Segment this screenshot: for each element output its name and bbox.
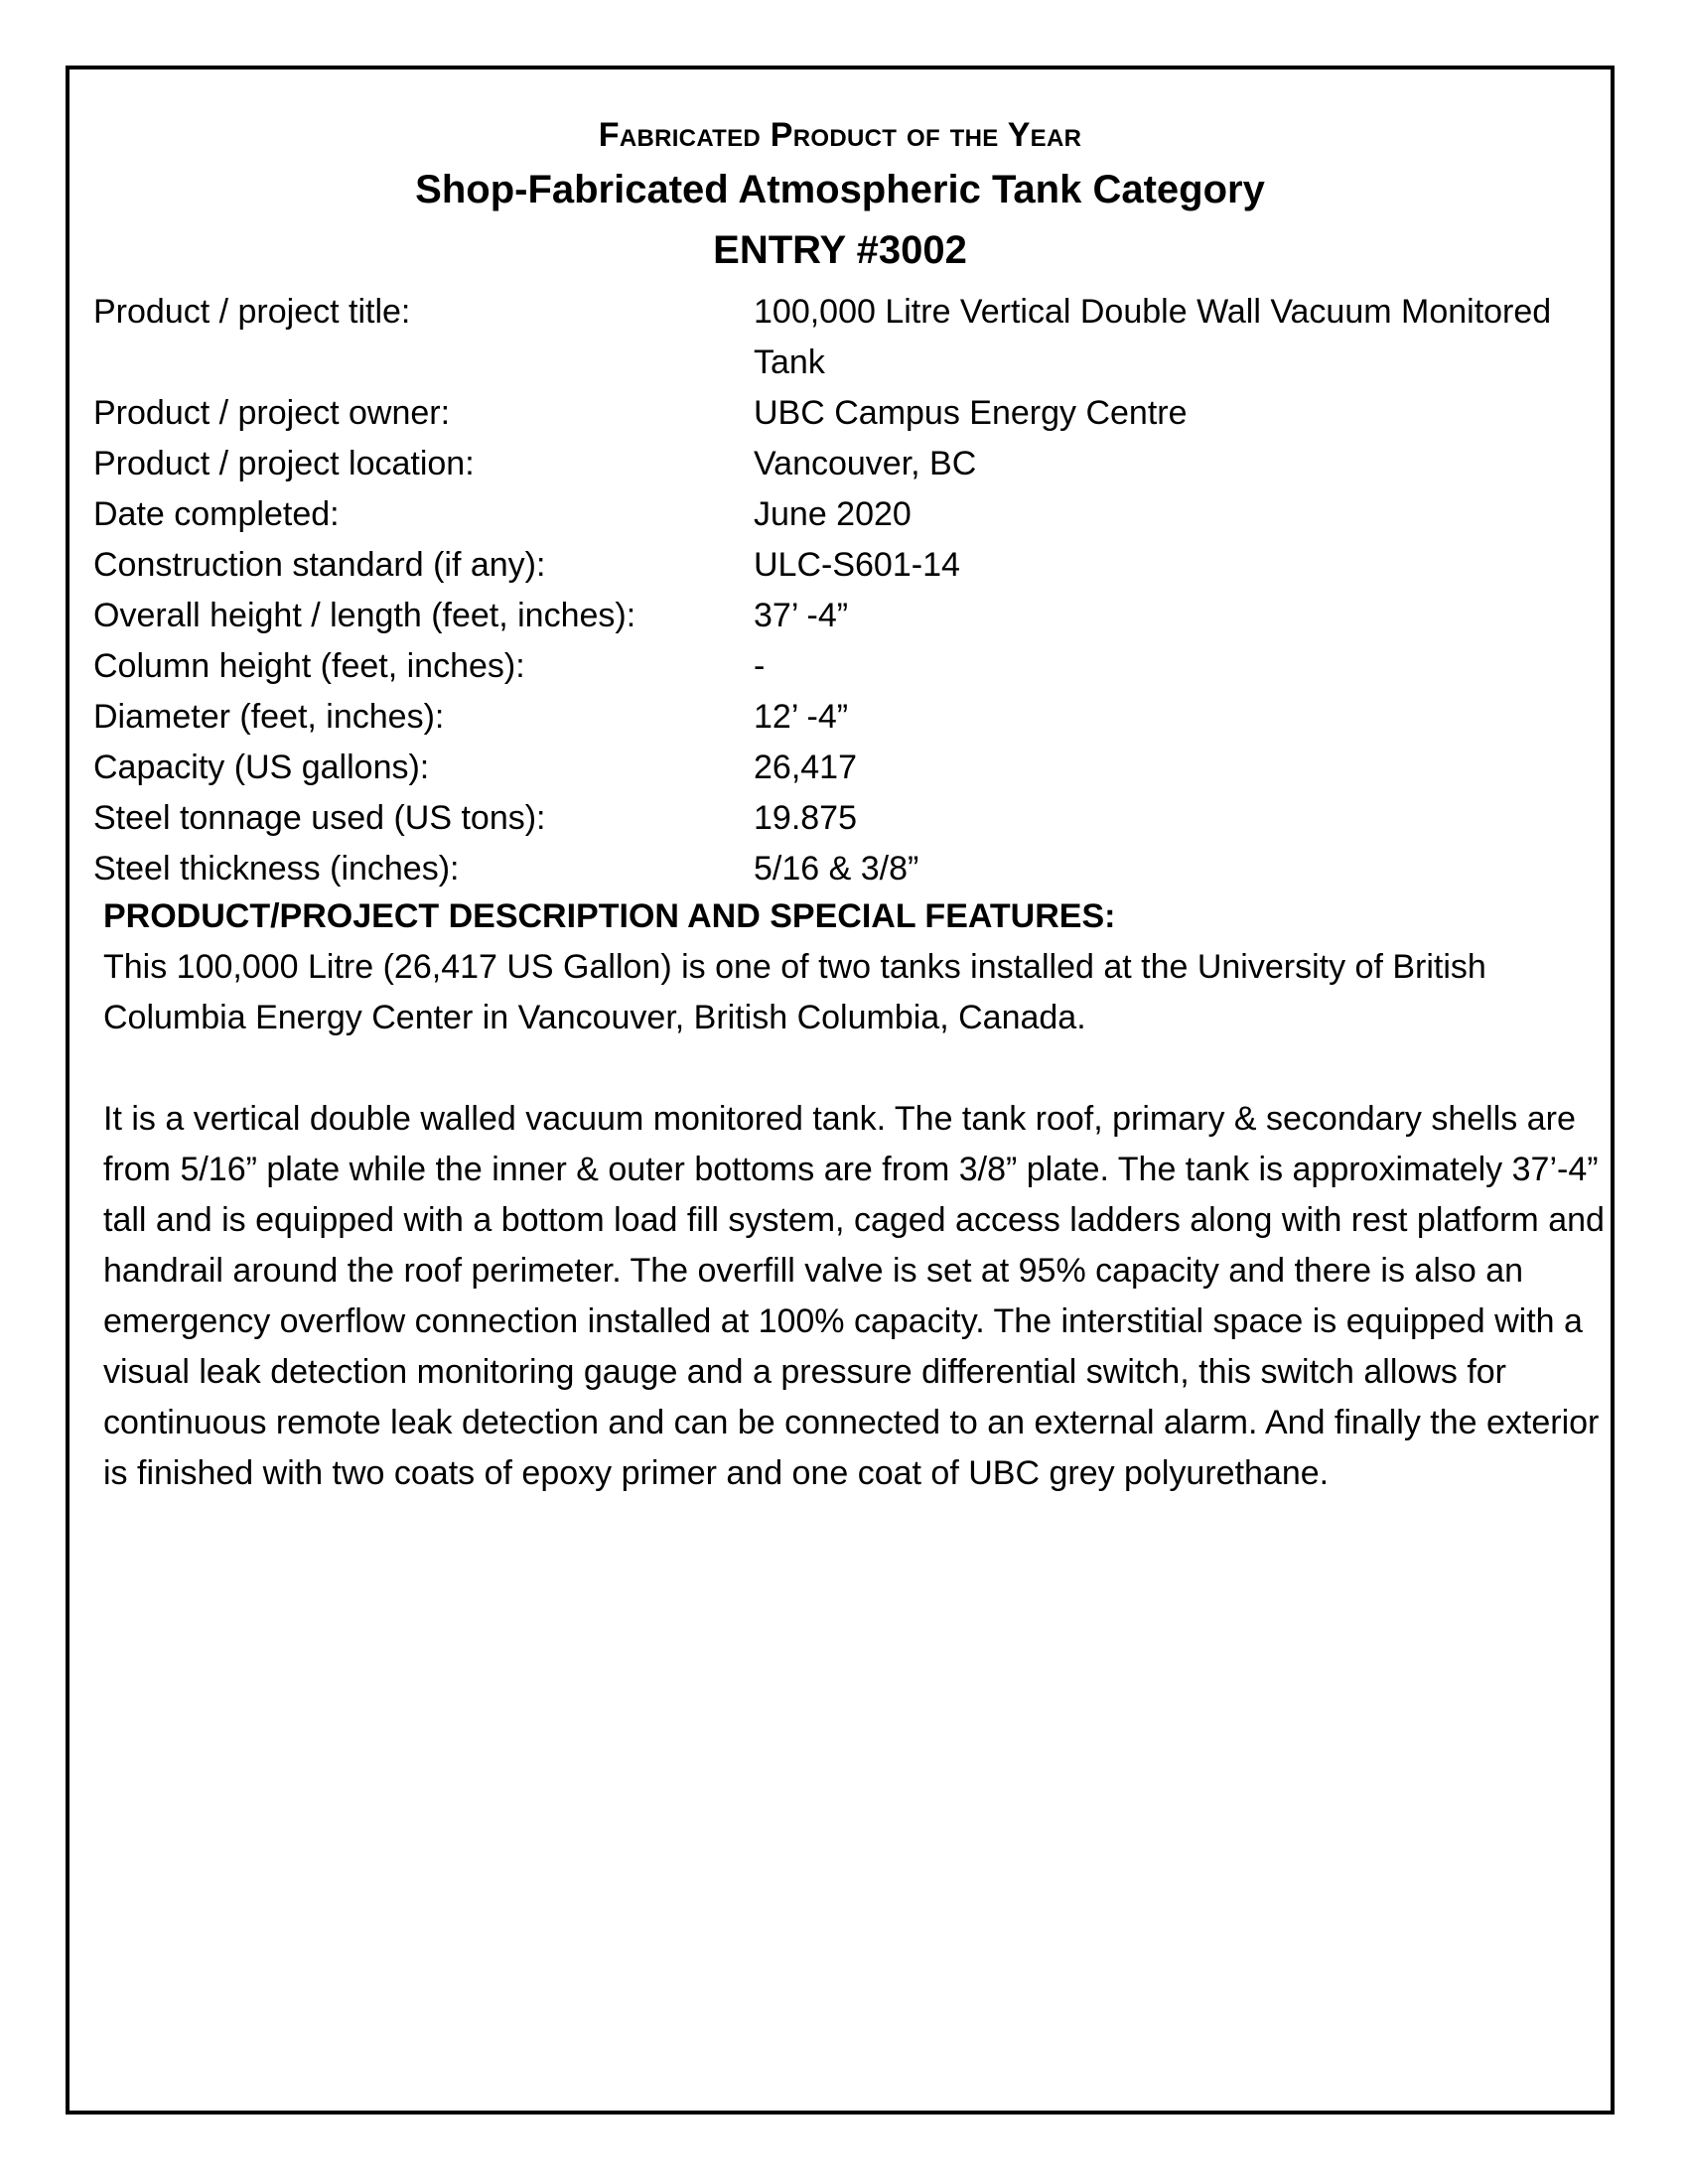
spec-label: Date completed: <box>93 495 340 533</box>
spec-value: 5/16 & 3/8” <box>754 850 919 887</box>
spec-label: Capacity (US gallons): <box>93 749 430 786</box>
spec-value: ULC-S601-14 <box>754 546 960 584</box>
spec-row-title <box>93 287 1573 388</box>
spec-row-tonnage <box>93 793 1573 844</box>
spec-label: Product / project location: <box>93 445 475 482</box>
spec-value: UBC Campus Energy Centre <box>754 394 1188 432</box>
spec-row-standard <box>93 540 1573 591</box>
spec-value: June 2020 <box>754 495 912 533</box>
spec-label: Product / project title: <box>93 293 411 331</box>
description-paragraph: This 100,000 Litre (26,417 US Gallon) is one of two tanks installed at the University of British Columbia Energy Center in Vancouver, British Columbia, Canada. <box>103 948 1486 1036</box>
spec-row-location <box>93 439 1573 489</box>
spec-label: Diameter (feet, inches): <box>93 698 445 736</box>
spec-row-diameter <box>93 692 1573 743</box>
spec-label: Steel tonnage used (US tons): <box>93 799 546 837</box>
document-category: Shop-Fabricated Atmospheric Tank Category <box>415 168 1265 211</box>
spec-row-thickness <box>93 844 1573 894</box>
spec-row-column-height <box>93 641 1573 692</box>
spec-label: Column height (feet, inches): <box>93 647 525 685</box>
description-heading: PRODUCT/PROJECT DESCRIPTION AND SPECIAL FEATURES: <box>103 897 1116 935</box>
spec-value: 100,000 Litre Vertical Double Wall Vacuum Monitored Tank <box>754 293 1552 381</box>
entry-number: ENTRY #3002 <box>713 228 967 272</box>
document-title: Fabricated Product of the Year <box>598 116 1082 154</box>
spec-row-owner <box>93 388 1573 439</box>
spec-value: 26,417 <box>754 749 857 786</box>
spec-label: Construction standard (if any): <box>93 546 546 584</box>
page-border-frame <box>66 66 1615 2115</box>
spec-value: - <box>754 647 766 685</box>
spec-value: 12’ -4” <box>754 698 849 736</box>
spec-row-date <box>93 489 1573 540</box>
spec-value: 19.875 <box>754 799 857 837</box>
spec-label: Overall height / length (feet, inches): <box>93 597 636 634</box>
spec-table <box>93 287 1573 894</box>
spec-row-overall-height <box>93 591 1573 641</box>
description-paragraph: It is a vertical double walled vacuum monitored tank. The tank roof, primary & secondary shells are from 5/16” plate while the inner & outer bottoms are from 3/8” plate. The tank is approximately 37’-4” tall and is equipped with a bottom load fill system, caged access ladders along with rest platform and handrail around the roof perimeter. The overfill valve is set at 95% capacity and there is also an emergency overflow connection installed at 100% capacity. The interstitial space is equipped with a visual leak detection monitoring gauge and a pressure differential switch, this switch allows for continuous remote leak detection and can be connected to an external alarm. And finally the exterior is finished with two coats of epoxy primer and one coat of UBC grey polyurethane. <box>103 1100 1605 1492</box>
spec-label: Product / project owner: <box>93 394 451 432</box>
spec-label: Steel thickness (inches): <box>93 850 460 887</box>
spec-value: 37’ -4” <box>754 597 849 634</box>
spec-row-capacity <box>93 743 1573 793</box>
spec-value: Vancouver, BC <box>754 445 977 482</box>
description-body <box>103 942 1613 1550</box>
